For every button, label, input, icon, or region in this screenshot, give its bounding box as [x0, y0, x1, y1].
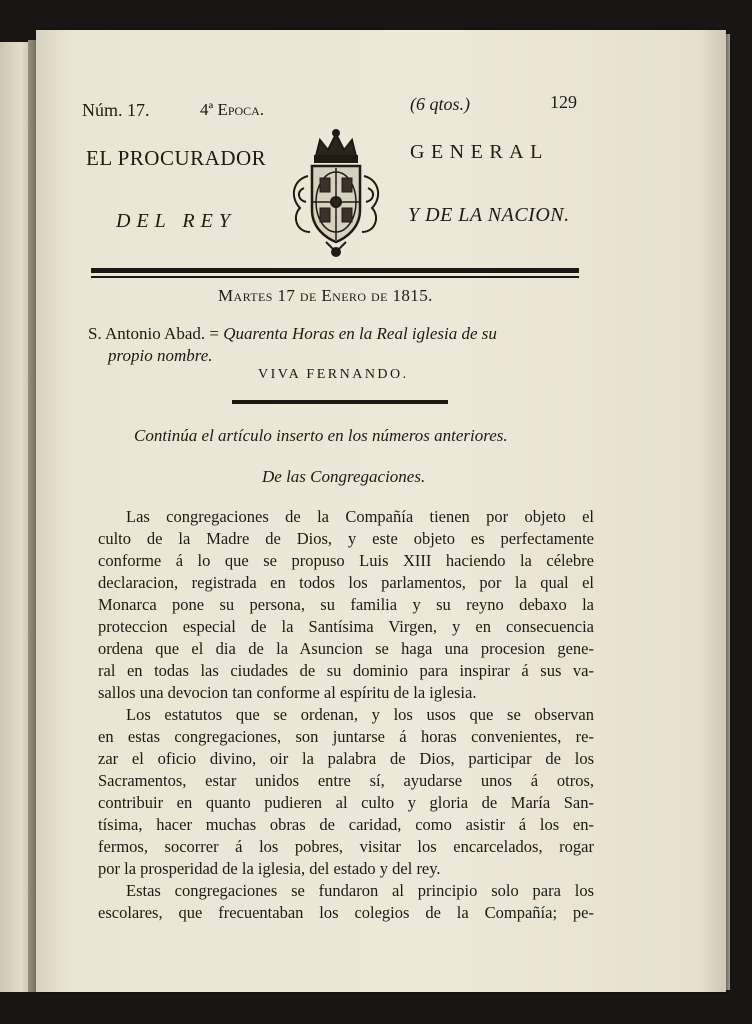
masthead-general: GENERAL: [410, 141, 549, 163]
issue-date: Martes 17 de Enero de 1815.: [218, 286, 433, 305]
body-line: contribuir en quanto pudieren al culto y gloria de María San-: [98, 793, 594, 812]
body-line: Las congregaciones de la Compañía tienen por objeto el: [126, 507, 594, 526]
page-number: 129: [550, 92, 577, 112]
body-line: conforme á lo que se propuso Luis XIII haciendo la célebre: [98, 551, 594, 570]
body-line: en estas congregaciones, son juntarse á horas convenientes, re-: [98, 727, 594, 746]
body-line: sallos una devocion tan conforme al espíritu de la iglesia.: [98, 683, 477, 702]
masthead-de-la-nacion: Y DE LA NACION.: [408, 204, 570, 226]
issue-number: Núm. 17.: [82, 100, 150, 120]
masthead-rule-thick: [91, 268, 579, 273]
body-line: culto de la Madre de Dios, y este objeto es perfectamente: [98, 529, 594, 548]
body-line: Sacramentos, estar unidos entre sí, ayudarse unos á otros,: [98, 771, 594, 790]
motto: VIVA FERNANDO.: [258, 367, 409, 382]
section-title: De las Congregaciones.: [262, 467, 426, 486]
body-line: Los estatutos que se ordenan, y los usos que se observan: [126, 705, 594, 724]
coat-of-arms-icon: [286, 128, 386, 258]
body-line: Monarca pone su persona, su familia y su reyno debaxo la: [98, 595, 594, 614]
body-line: por la prosperidad de la iglesia, del estado y del rey.: [98, 859, 441, 878]
saint-devotion: Quarenta Horas en la Real iglesia de su: [223, 324, 497, 343]
body-line: tísima, hacer muchas obras de caridad, como asistir á los en-: [98, 815, 594, 834]
body-line: declaracion, registrada en todos los parlamentos, por la qual el: [98, 573, 594, 592]
section-rule: [232, 400, 448, 404]
epoch-label: 4ª Epoca.: [200, 100, 265, 119]
saint-name: S. Antonio Abad. =: [88, 324, 219, 343]
saint-of-day-line: [88, 324, 497, 344]
masthead-el-procurador: EL PROCURADOR: [86, 146, 267, 170]
body-line: proteccion especial de la Santísima Virgen, y en consecuencia: [98, 617, 594, 636]
body-line: fermos, socorrer á los pobres, visitar los encarcelados, rogar: [98, 837, 594, 856]
quarters-note: (6 qtos.): [410, 94, 470, 114]
body-line: ral en todas las ciudades de su dominio para inspirar á sus va-: [98, 661, 594, 680]
body-line: zar el oficio divino, oir la palabra de Dios, participar de los: [98, 749, 594, 768]
body-line: ordena que el dia de la Asuncion se haga una procesion gene-: [98, 639, 594, 658]
body-line: escolares, que frecuentaban los colegios de la Compañía; pe-: [98, 903, 594, 922]
article-body: [98, 506, 594, 924]
saint-devotion-continued: propio nombre.: [108, 346, 213, 365]
masthead-rule-thin: [91, 276, 579, 278]
continuation-note: Continúa el artículo inserto en los números anteriores.: [134, 426, 508, 445]
body-line: Estas congregaciones se fundaron al principio solo para los: [126, 881, 594, 900]
masthead-del-rey: DEL REY: [116, 210, 236, 232]
